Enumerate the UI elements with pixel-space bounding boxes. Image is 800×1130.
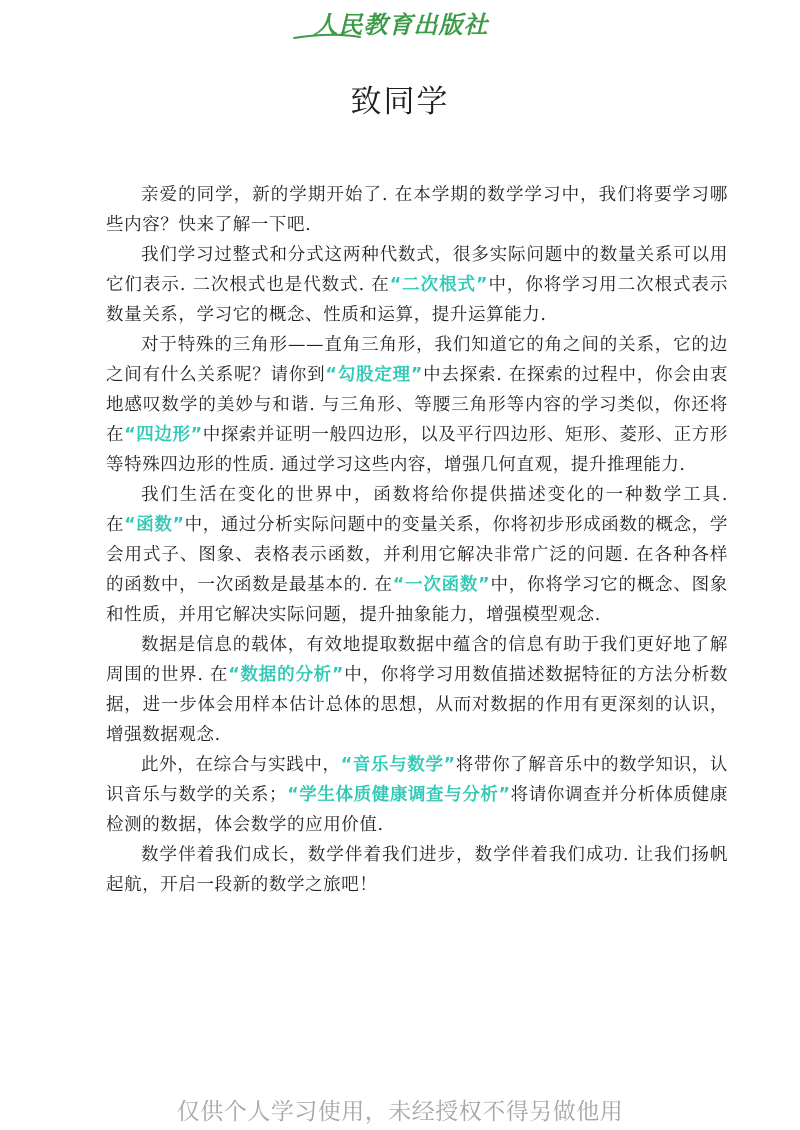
paragraph [106, 240, 728, 330]
paragraph-text: 中去探索. 在探索的过程中，你会由衷地感叹数学的美妙与和谐. 与三角形、等腰三角形等内容的学习类似，你还将在 [106, 365, 728, 445]
paragraph [106, 630, 728, 750]
paragraph-text: 我们生活在变化的世界中，函数将给你提供描述变化的一种数学工具. 在 [106, 485, 728, 535]
chapter-highlight: “一次函数” [392, 575, 491, 595]
paragraph [106, 750, 728, 840]
chapter-highlight: “四边形” [124, 425, 203, 445]
paragraph-text: 将带你了解音乐中的数学知识，认识音乐与数学的关系； [106, 755, 729, 805]
paragraph-text: 中，你将学习它的概念、图象和性质，并用它解决实际问题，提升抽象能力，增强模型观念. [106, 575, 728, 625]
publisher-logo [290, 2, 512, 46]
chapter-highlight: “函数” [124, 515, 185, 535]
paragraph-text: 我们学习过整式和分式这两种代数式，很多实际问题中的数量关系可以用它们表示. 二次根式也是代数式. 在 [106, 245, 728, 295]
paragraph [106, 330, 728, 480]
watermark-text: 仅供个人学习使用，未经授权不得另做他用 [176, 1099, 624, 1125]
letter-body [106, 180, 728, 900]
chapter-highlight: “学生体质健康调查与分析” [287, 785, 511, 805]
paragraph-text: 对于特殊的三角形——直角三角形，我们知道它的角之间的关系，它的边之间有什么关系呢？请你到 [106, 335, 728, 385]
paragraph-text: 中探索并证明一般四边形，以及平行四边形、矩形、菱形、正方形等特殊四边形的性质. 通过学习这些内容，增强几何直观，提升推理能力. [106, 425, 728, 475]
paragraph-text: 此外，在综合与实践中， [141, 755, 341, 775]
paragraph-text: 数据是信息的载体，有效地提取数据中蕴含的信息有助于我们更好地了解周围的世界. 在 [106, 635, 728, 685]
paragraph-text: 中，通过分析实际问题中的变量关系，你将初步形成函数的概念，学会用式子、图象、表格表示函数，并利用它解决非常广泛的问题. 在各种各样的函数中，一次函数是最基本的. 在 [106, 515, 729, 595]
paragraph-text: 将请你调查并分析体质健康检测的数据，体会数学的应用价值. [106, 785, 729, 835]
paragraph-text: 中，你将学习用数值描述数据特征的方法分析数据，进一步体会用样本估计总体的思想，从而对数据的作用有更深刻的认识，增强数据观念. [106, 665, 728, 745]
paragraph-text: 亲爱的同学，新的学期开始了. 在本学期的数学学习中，我们将要学习哪些内容？快来了解一下吧. [106, 185, 728, 235]
page-title: 致同学 [350, 84, 450, 120]
chapter-highlight: “二次根式” [389, 275, 489, 295]
chapter-highlight: “音乐与数学” [340, 755, 456, 775]
chapter-highlight: “勾股定理” [325, 365, 423, 385]
paragraph [106, 480, 728, 630]
chapter-highlight: “数据的分析” [228, 665, 345, 685]
paragraph [106, 840, 728, 900]
paragraph-text: 数学伴着我们成长，数学伴着我们进步，数学伴着我们成功. 让我们扬帆起航，开启一段新的数学之旅吧！ [106, 845, 728, 895]
publisher-logo-text: 人民教育出版社 [313, 10, 489, 39]
paragraph-text: 中，你将学习用二次根式表示数量关系，学习它的概念、性质和运算，提升运算能力. [106, 275, 728, 325]
paragraph [106, 180, 728, 240]
